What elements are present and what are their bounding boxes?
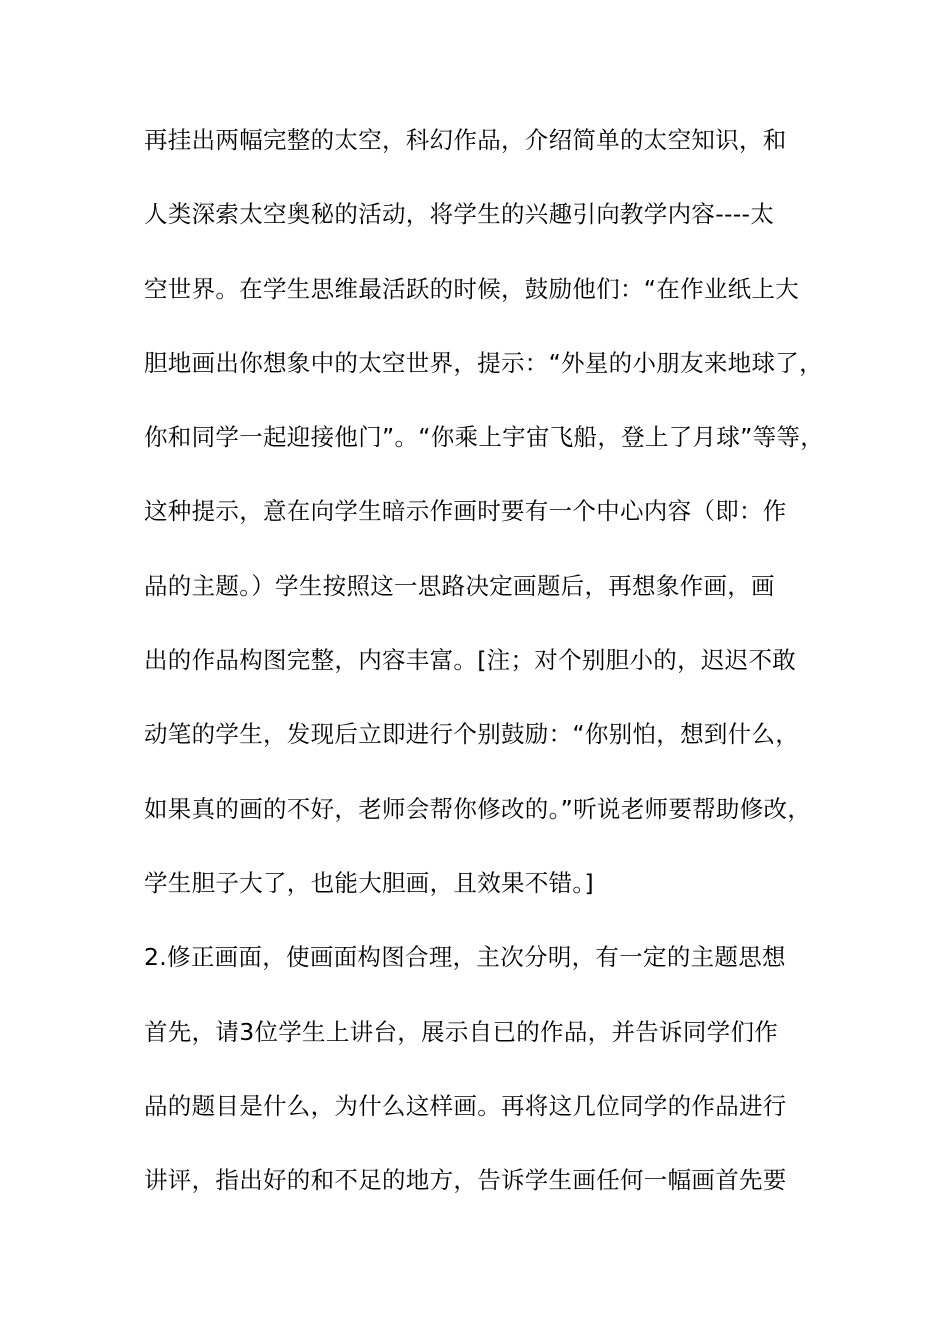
text-line: 品的主题。）学生按照这一思路决定画题后，再想象作画，画 — [144, 571, 775, 600]
text-line: 品的题目是什么，为什么这样画。再将这几位同学的作品进行 — [144, 1091, 787, 1120]
text-line: 动笔的学生，发现后立即进行个别鼓励：“你别怕，想到什么， — [144, 720, 800, 749]
text-line: 再挂出两幅完整的太空，科幻作品，介绍简单的太空知识，和 — [144, 126, 787, 154]
text-line: 这种提示，意在向学生暗示作画时要有一个中心内容（即：作 — [144, 497, 787, 526]
text-line: 学生胆子大了，也能大胆画，且效果不错。] — [144, 868, 594, 897]
document-body — [144, 118, 834, 1232]
text-line: 出的作品构图完整，内容丰富。[注；对个别胆小的，迟迟不敢 — [144, 646, 797, 675]
text-line: 如果真的画的不好，老师会帮你修改的。”听说老师要帮助修改， — [144, 794, 812, 823]
text-line: 人类深索太空奥秘的活动，将学生的兴趣引向教学内容----太 — [144, 200, 775, 229]
text-line: 空世界。在学生思维最活跃的时候，鼓励他们：“在作业纸上大 — [144, 274, 800, 303]
text-line: 胆地画出你想象中的太空世界，提示：“外星的小朋友来地球了， — [144, 348, 823, 377]
text-line: 首先，请3位学生上讲台，展示自已的作品，并告诉同学们作 — [144, 1017, 779, 1046]
text-line: 你和同学一起迎接他门”。“你乘上宇宙飞船，登上了月球”等等， — [144, 423, 825, 452]
section-heading: 2.修正画面，使画面构图合理，主次分明，有一定的主题思想 — [144, 943, 786, 972]
text-line: 讲评，指出好的和不足的地方，告诉学生画任何一幅画首先要 — [144, 1166, 787, 1195]
